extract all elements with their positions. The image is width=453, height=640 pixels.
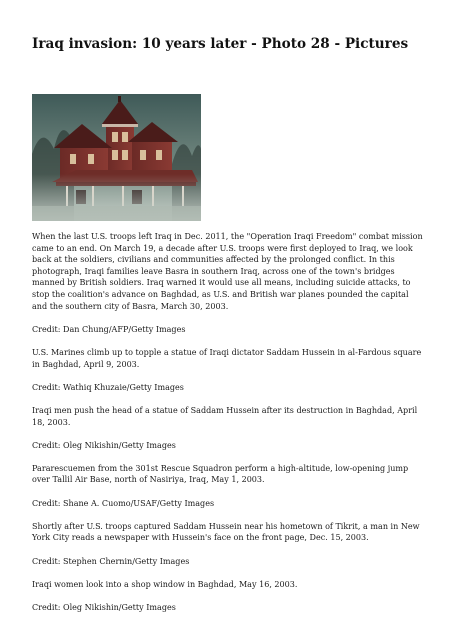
article-paragraph: U.S. Marines climb up to topple a statue of Iraqi dictator Saddam Hussein in al-Fardous square in Baghdad, April 9, 2003. [32, 347, 422, 369]
photo-credit: Credit: Stephen Chernin/Getty Images [32, 556, 190, 566]
article-paragraph: Iraqi women look into a shop window in Baghdad, May 16, 2003. [32, 579, 298, 589]
page-title: Iraq invasion: 10 years later - Photo 28 - Pictures [32, 36, 409, 52]
haunted-house-image [32, 94, 201, 221]
photo-credit: Credit: Shane A. Cuomo/USAF/Getty Images [32, 498, 215, 508]
article-paragraph: Iraqi men push the head of a statue of Saddam Hussein after its destruction in Baghdad, April 18, 2003. [32, 405, 418, 427]
article-paragraph: Pararescuemen from the 301st Rescue Squadron perform a high-altitude, low-opening jump over Tallil Air Base, north of Nasiriya, Iraq, May 1, 2003. [32, 463, 409, 485]
article-paragraph: Shortly after U.S. troops captured Saddam Hussein near his hometown of Tikrit, a man in New York City reads a newspaper with Hussein's face on the front page, Dec. 15, 2003. [32, 521, 420, 543]
photo-credit: Credit: Dan Chung/AFP/Getty Images [32, 324, 186, 334]
photo-credit: Credit: Oleg Nikishin/Getty Images [32, 440, 176, 450]
photo-credit: Credit: Oleg Nikishin/Getty Images [32, 603, 176, 612]
photo-credit: Credit: Wathiq Khuzaie/Getty Images [32, 382, 184, 392]
article-paragraph: When the last U.S. troops left Iraq in Dec. 2011, the "Operation Iraqi Freedom" combat mission came to an end. On March 19, a decade after U.S. troops were first deployed to Iraq, we look back at the soldiers, civilians and communities affected by the prolonged conflict. In this photograph, Iraqi families leave Basra in southern Iraq, across one of the town's bridges manned by British soldiers. Iraq warned it would use all means, including suicide attacks, to stop the coalition's advance on Baghdad, as U.S. and British war planes pounded the capital and the southern city of Basra, March 30, 2003. [32, 232, 423, 311]
article-body [32, 231, 424, 625]
